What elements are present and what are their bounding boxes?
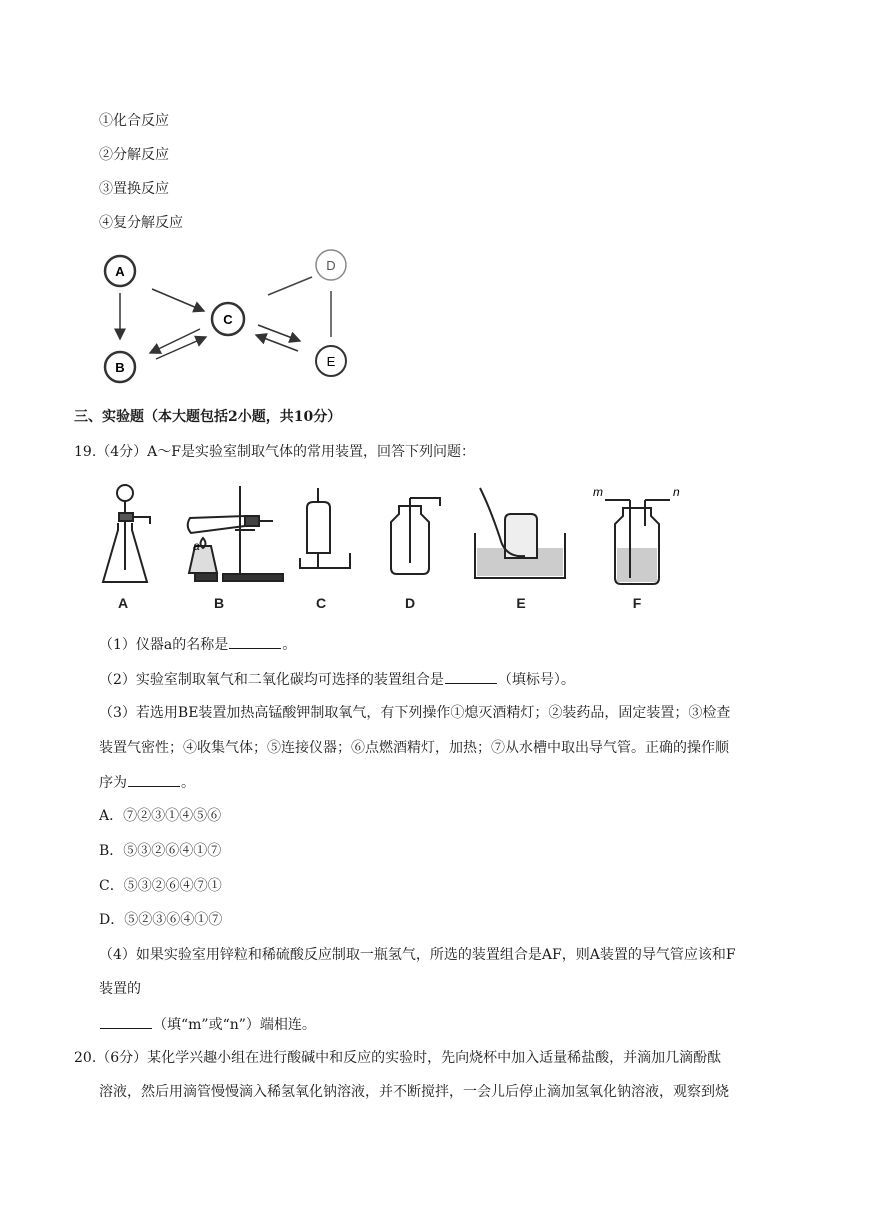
svg-text:A: A	[115, 264, 125, 279]
q19-p1-prefix: （1）仪器a的名称是	[99, 637, 229, 653]
q20-line-1: 20.（6分）某化学兴趣小组在进行酸碱中和反应的实验时，先向烧杯中加入适量稀盐酸，并滴加几滴酚酞	[74, 1050, 722, 1066]
section-3-heading: 三、实验题（本大题包括2小题，共10分）	[74, 409, 342, 425]
arrow-a-to-c	[152, 289, 204, 311]
apparatus-figure	[95, 478, 685, 618]
option-b: B．⑤③②⑥④①⑦	[99, 843, 222, 859]
node-a	[105, 256, 135, 286]
apparatus-e-trough	[475, 488, 565, 578]
label-c: C	[315, 595, 327, 611]
q19-p2-suffix: （填标号）。	[497, 672, 575, 688]
substance-relationship-diagram	[90, 245, 360, 390]
label-d: D	[404, 595, 416, 611]
mark-n: n	[673, 485, 680, 499]
q19-part-2	[99, 669, 575, 690]
q19-p4-suffix: （填“m”或“n”）端相连。	[153, 1017, 316, 1033]
reaction-type-2: ②分解反应	[99, 147, 169, 163]
answer-blank-3[interactable]	[128, 772, 180, 787]
reaction-type-3: ③置换反应	[99, 181, 169, 197]
q19-part-3-line-3	[99, 772, 195, 793]
mark-a: a	[193, 539, 200, 553]
apparatus-c-bottle	[300, 488, 350, 568]
q19-p2-prefix: （2）实验室制取氧气和二氧化碳均可选择的装置组合是	[99, 672, 444, 688]
apparatus-f-bottle	[605, 500, 670, 584]
reaction-type-1: ①化合反应	[99, 113, 169, 129]
arrow-b-to-c	[156, 337, 206, 359]
q19-p3-prefix: 序为	[99, 775, 127, 791]
option-d: D．⑤②③⑥④①⑦	[99, 912, 223, 928]
apparatus-d-bottle	[391, 498, 440, 574]
q19-part-4-line-3	[99, 1014, 316, 1035]
answer-blank-1[interactable]	[229, 634, 281, 649]
arrow-c-to-b	[150, 329, 200, 353]
q19-p3-suffix: 。	[181, 775, 195, 791]
answer-blank-2[interactable]	[445, 669, 497, 684]
apparatus-b-heating	[188, 486, 283, 581]
option-c: C．⑤③②⑥④⑦①	[99, 878, 222, 894]
label-b: B	[213, 595, 225, 611]
q19-p1-suffix: 。	[282, 637, 297, 653]
answer-blank-4[interactable]	[100, 1014, 152, 1029]
line-c-d	[268, 277, 312, 295]
svg-text:E: E	[326, 354, 336, 369]
q19-part-3-line-1: （3）若选用BE装置加热高锰酸钾制取氧气，有下列操作①熄灭酒精灯；②装药品，固定装置；③检查	[99, 705, 731, 721]
q19-part-4-line-1: （4）如果实验室用锌粒和稀硫酸反应制取一瓶氢气，所选的装置组合是AF，则A装置的导气管应该和F	[99, 947, 736, 963]
svg-text:D: D	[326, 258, 336, 273]
node-c	[212, 303, 244, 335]
label-f: F	[632, 595, 642, 611]
svg-text:C: C	[223, 312, 233, 327]
label-a: A	[117, 595, 129, 611]
node-d	[316, 250, 346, 280]
svg-text:B: B	[115, 360, 125, 375]
option-a: A．⑦②③①④⑤⑥	[99, 808, 222, 824]
q19-part-3-line-2: 装置气密性；④收集气体；⑤连接仪器；⑥点燃酒精灯，加热；⑦从水槽中取出导气管。正确的操作顺	[99, 740, 729, 756]
label-e: E	[516, 595, 526, 611]
q19-stem: 19.（4分）A～F是实验室制取气体的常用装置，回答下列问题：	[74, 444, 475, 460]
node-e	[316, 346, 346, 376]
q19-part-4-line-2: 装置的	[99, 981, 141, 997]
apparatus-a-flask	[103, 485, 150, 582]
node-b	[105, 352, 135, 382]
mark-m: m	[593, 485, 603, 499]
q19-part-1	[99, 634, 296, 655]
reaction-type-4: ④复分解反应	[99, 215, 183, 231]
q20-line-2: 溶液，然后用滴管慢慢滴入稀氢氧化钠溶液，并不断搅拌，一会儿后停止滴加氢氧化钠溶液，观察到烧	[99, 1084, 729, 1100]
